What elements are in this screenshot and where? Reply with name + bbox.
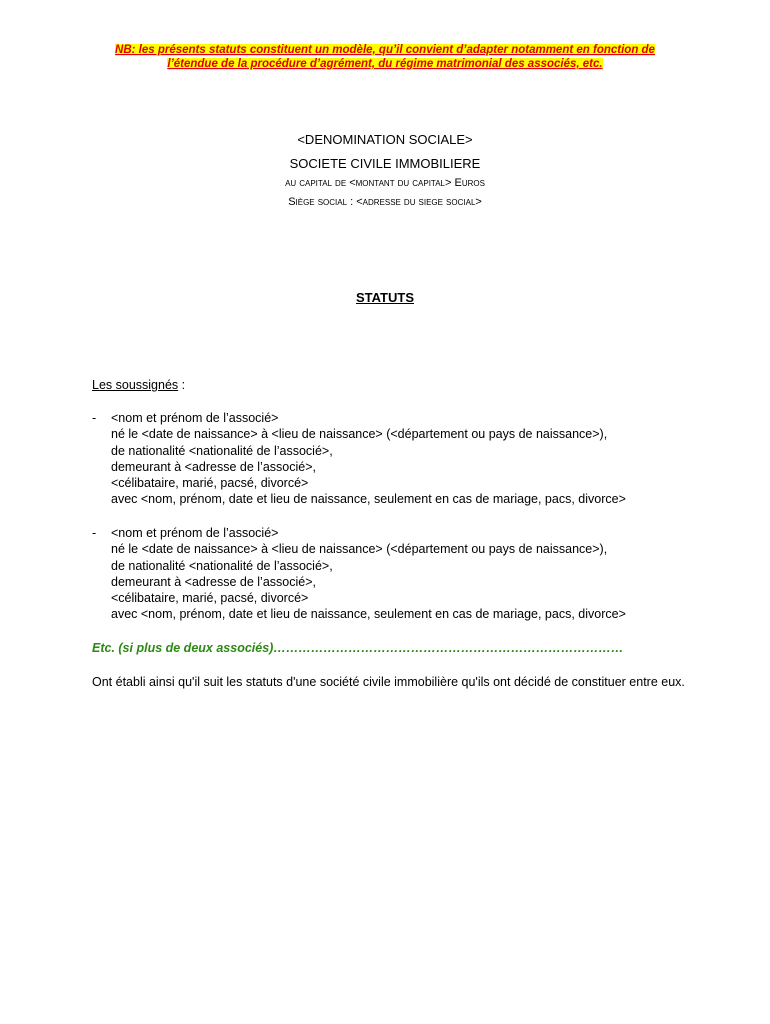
undersigned-colon: : (178, 378, 186, 392)
associate-address: demeurant à <adresse de l’associé>, (111, 574, 316, 589)
associate-birth: né le <date de naissance> à <lieu de naissance> (<département ou pays de naissance>), (111, 542, 608, 557)
warning-note (80, 43, 690, 71)
associate-spouse: avec <nom, prénom, date et lieu de naissance, seulement en cas de mariage, pacs, divorce> (111, 607, 626, 622)
associate-name: <nom et prénom de l’associé> (111, 411, 279, 425)
company-name-placeholder: <DENOMINATION SOCIALE> (297, 132, 473, 147)
associate-address: demeurant à <adresse de l’associé>, (111, 459, 316, 474)
undersigned-heading (92, 377, 185, 393)
document-title: STATUTS (355, 290, 414, 305)
list-bullet: - (92, 526, 97, 540)
closing-paragraph: Ont établi ainsi qu'il suit les statuts d'une société civile immobilière qu'ils ont décidé de constituer entre eux. (92, 675, 685, 689)
associate-birth: né le <date de naissance> à <lieu de naissance> (<département ou pays de naissance>), (111, 427, 608, 442)
associate-nationality: de nationalité <nationalité de l’associé>, (111, 558, 333, 573)
associate-name: <nom et prénom de l’associé> (111, 526, 279, 540)
associate-marital-status: <célibataire, marié, pacsé, divorcé> (111, 476, 309, 491)
associate-marital-status: <célibataire, marié, pacsé, divorcé> (111, 591, 309, 606)
associate-spouse: avec <nom, prénom, date et lieu de naissance, seulement en cas de mariage, pacs, divorce> (111, 492, 626, 507)
company-type: SOCIETE CIVILE IMMOBILIERE (289, 156, 481, 171)
warning-note-line-2: l’étendue de la procédure d’agrément, du régime matrimonial des associés, etc. (167, 58, 603, 70)
undersigned-label: Les soussignés (92, 378, 179, 392)
warning-note-line-1: NB: les présents statuts constituent un modèle, qu’il convient d’adapter notamment en fonction de (115, 44, 655, 56)
additional-associates-note: Etc. (si plus de deux associés)………………………………………………………………………… (92, 641, 624, 655)
associate-nationality: de nationalité <nationalité de l’associé>, (111, 443, 333, 458)
list-bullet: - (92, 411, 97, 425)
capital-line: au capital de <montant du capital> Euros (285, 177, 485, 189)
registered-office-line: Siège social : <adresse du siege social> (288, 196, 482, 208)
